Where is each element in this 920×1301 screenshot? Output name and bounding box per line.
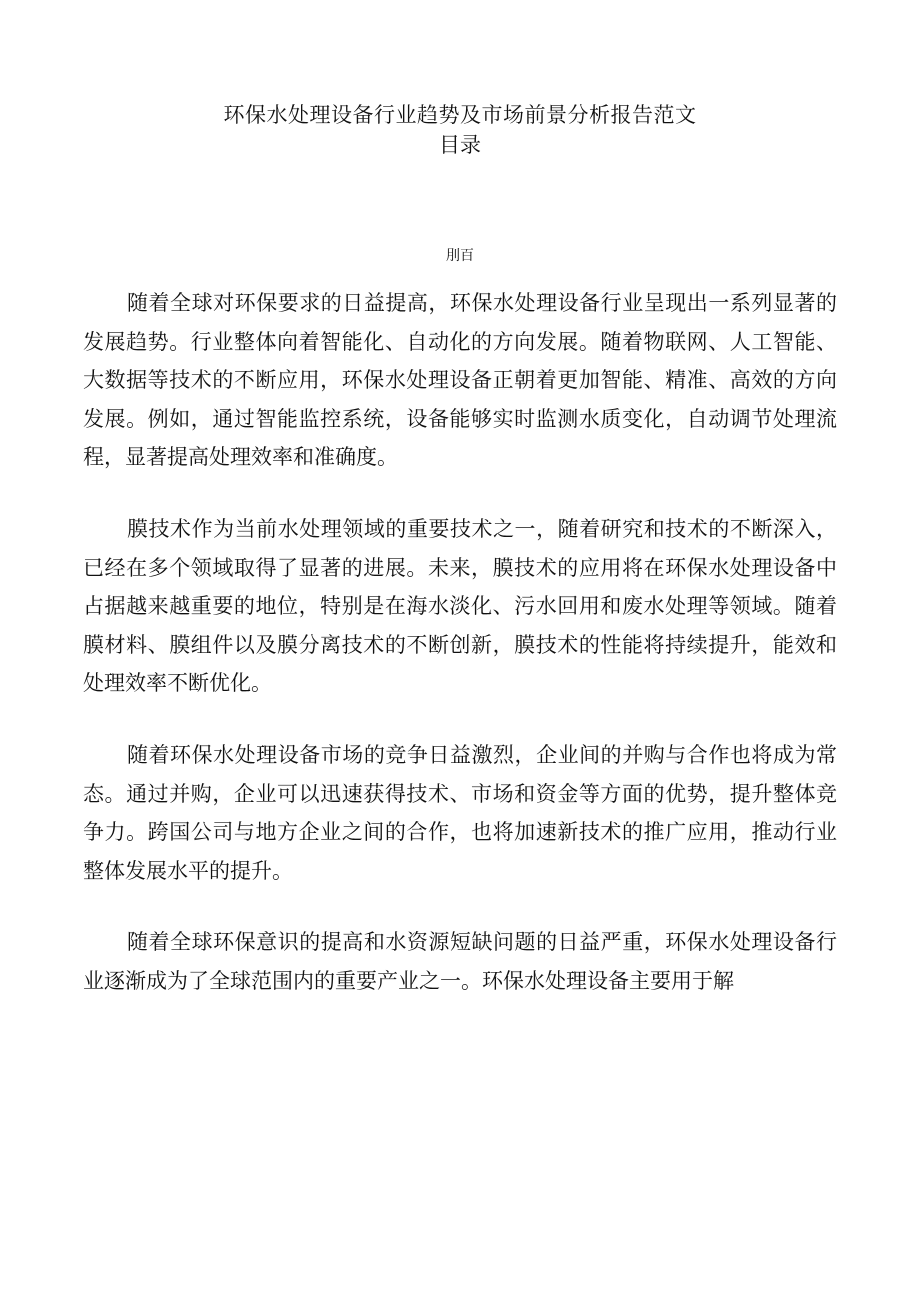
body-text (83, 284, 837, 1034)
paragraph-3: 随着环保水处理设备市场的竞争日益激烈，企业间的并购与合作也将成为常态。通过并购，企业可以迅速获得技术、市场和资金等方面的优势，提升整体竞争力。跨国公司与地方企业之间的合作，也将加速新技术的推广应用，推动行业整体发展水平的提升。 (83, 742, 837, 883)
document-title: 环保水处理设备行业趋势及市场前景分析报告范文 (223, 103, 697, 127)
paragraph-2: 膜技术作为当前水处理领域的重要技术之一，随着研究和技术的不断深入，已经在多个领域取得了显著的进展。未来，膜技术的应用将在环保水处理设备中占据越来越重要的地位，特别是在海水淡化、污水回用和废水处理等领域。随着膜材料、膜组件以及膜分离技术的不断创新，膜技术的性能将持续提升，能效和处理效率不断优化。 (83, 516, 837, 696)
paragraph-4: 随着全球环保意识的提高和水资源短缺问题的日益严重，环保水处理设备行业逐渐成为了全球范围内的重要产业之一。环保水处理设备主要用于解 (83, 930, 837, 993)
paragraph-1: 随着全球对环保要求的日益提高，环保水处理设备行业呈现出一系列显著的发展趋势。行业整体向着智能化、自动化的方向发展。随着物联网、人工智能、大数据等技术的不断应用，环保水处理设备正朝着更加智能、精准、高效的方向发展。例如，通过智能监控系统，设备能够实时监测水质变化，自动调节处理流程，显著提高处理效率和准确度。 (83, 291, 837, 470)
section-heading: 刖百 (446, 248, 474, 264)
toc-title: 目录 (439, 133, 481, 157)
